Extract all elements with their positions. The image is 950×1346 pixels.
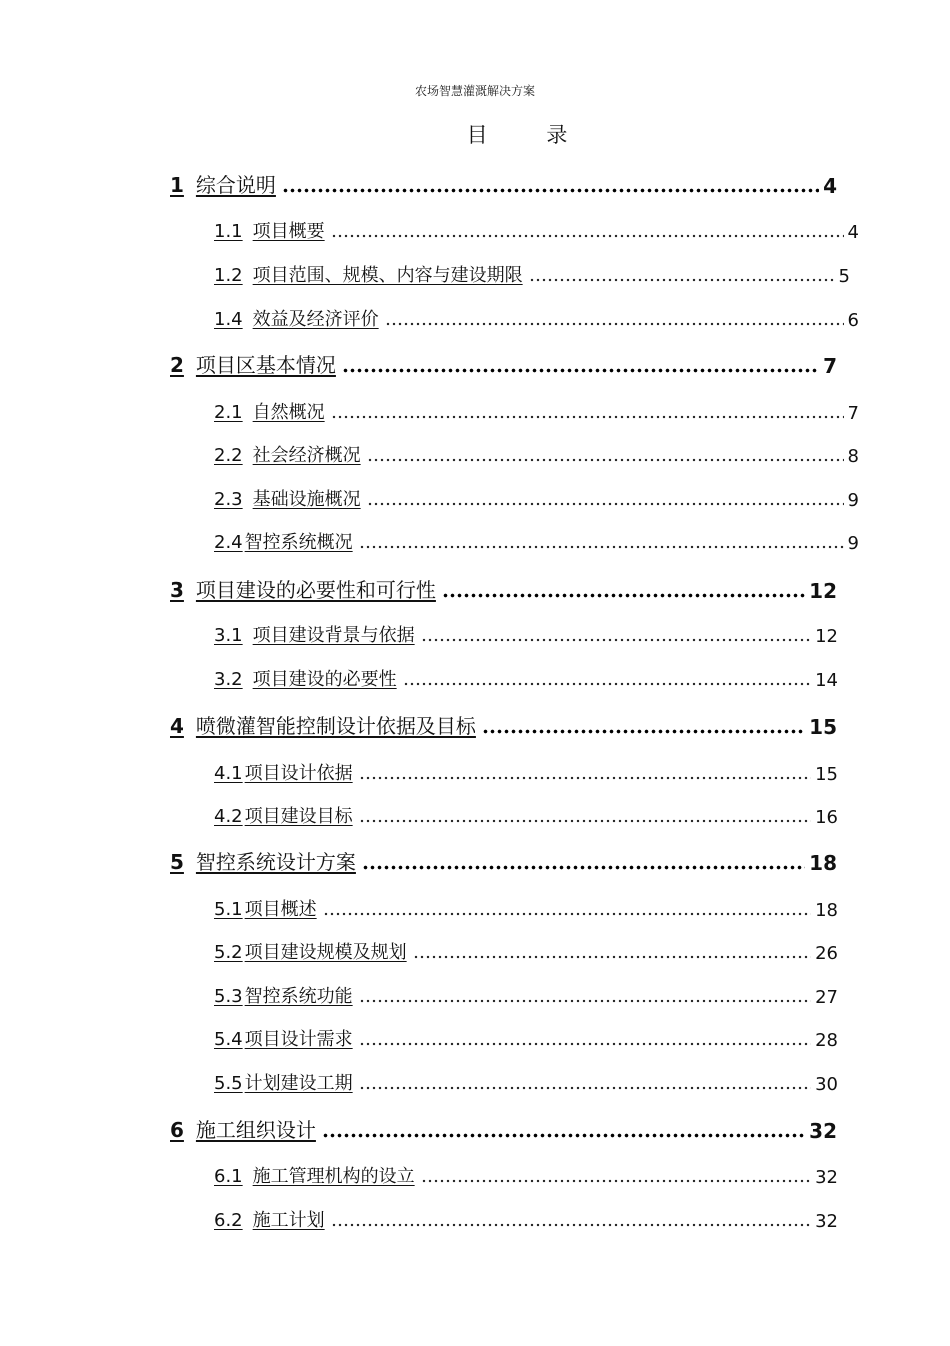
dot-leader: [413, 948, 811, 960]
toc-entry-5-4[interactable]: [214, 1025, 838, 1051]
toc-page-number: 15: [809, 715, 837, 739]
dot-leader: [362, 859, 805, 871]
dot-leader: [367, 451, 844, 463]
toc-entry-label: 1.4 效益及经济评价: [214, 309, 379, 330]
toc-entry-2-2[interactable]: [214, 441, 859, 467]
toc-entry-5-5[interactable]: [214, 1069, 838, 1095]
toc-page-number: 26: [815, 943, 838, 964]
toc-page-number: 12: [815, 626, 838, 647]
dot-leader: [385, 315, 844, 327]
toc-entry-2-4[interactable]: [214, 528, 859, 554]
dot-leader: [342, 362, 819, 374]
toc-page-number: 28: [815, 1030, 838, 1051]
toc-page-number: 4: [847, 222, 859, 243]
dot-leader: [359, 1035, 811, 1047]
dot-leader: [323, 905, 811, 917]
toc-page-number: 18: [815, 900, 838, 921]
toc-entry-chapter-1[interactable]: [170, 168, 837, 198]
toc-page-number: 15: [815, 764, 838, 785]
toc-page-number: 14: [815, 670, 838, 691]
toc-entry-chapter-6[interactable]: [170, 1113, 837, 1143]
toc-page-number: 30: [815, 1074, 838, 1095]
toc-entry-chapter-3[interactable]: [170, 573, 837, 603]
toc-page-number: 9: [847, 490, 859, 511]
toc-entry-6-1[interactable]: [214, 1162, 838, 1188]
dot-leader: [322, 1127, 805, 1139]
toc-entry-4-1[interactable]: [214, 759, 838, 785]
toc-entry-chapter-2[interactable]: [170, 348, 837, 378]
toc-page-number: 4: [823, 174, 837, 198]
toc-page-number: 6: [847, 310, 859, 331]
toc-entry-3-1[interactable]: [214, 621, 838, 647]
toc-entry-1-4[interactable]: [214, 305, 859, 331]
dot-leader: [403, 675, 811, 687]
toc-entry-label: 4.2 项目建设目标: [214, 806, 353, 827]
dot-leader: [359, 538, 844, 550]
toc-entry-label: 6.1 施工管理机构的设立: [214, 1166, 415, 1187]
toc-entry-1-1[interactable]: [214, 217, 859, 243]
toc-entry-label: 5.3 智控系统功能: [214, 986, 353, 1007]
toc-page-number: 5: [838, 266, 850, 287]
toc-page-number: 18: [809, 851, 837, 875]
dot-leader: [359, 992, 811, 1004]
toc-page-number: 16: [815, 807, 838, 828]
toc-entry-5-3[interactable]: [214, 982, 838, 1008]
toc-page-number: 32: [815, 1211, 838, 1232]
toc-page-number: 32: [809, 1119, 837, 1143]
toc-entry-chapter-4[interactable]: [170, 709, 837, 739]
dot-leader: [529, 271, 835, 283]
toc-entry-label: 2.1 自然概况: [214, 402, 325, 423]
dot-leader: [282, 182, 819, 194]
toc-entry-label: 5.1 项目概述: [214, 899, 317, 920]
toc-entry-chapter-5[interactable]: [170, 845, 837, 875]
toc-entry-label: 5.2 项目建设规模及规划: [214, 942, 407, 963]
toc-page-number: 9: [847, 533, 859, 554]
toc-page-number: 7: [847, 403, 859, 424]
toc-entry-label: 3.1 项目建设背景与依据: [214, 625, 415, 646]
toc-entry-6-2[interactable]: [214, 1206, 838, 1232]
toc-entry-label: 2.2 社会经济概况: [214, 445, 361, 466]
toc-entry-label: 6 施工组织设计: [170, 1118, 316, 1142]
toc-page-number: 32: [815, 1167, 838, 1188]
toc-page-number: 27: [815, 987, 838, 1008]
toc-entry-2-3[interactable]: [214, 485, 859, 511]
toc-entry-label: 1.1 项目概要: [214, 221, 325, 242]
dot-leader: [331, 227, 844, 239]
toc-entry-label: 1 综合说明: [170, 173, 276, 197]
toc-entry-label: 3.2 项目建设的必要性: [214, 669, 397, 690]
toc-title: 目 录: [466, 123, 594, 147]
toc-entry-label: 5.4 项目设计需求: [214, 1029, 353, 1050]
dot-leader: [482, 723, 805, 735]
dot-leader: [442, 587, 805, 599]
toc-entry-label: 2.3 基础设施概况: [214, 489, 361, 510]
toc-entry-label: 6.2 施工计划: [214, 1210, 325, 1231]
toc-page-number: 8: [847, 446, 859, 467]
toc-entry-label: 2 项目区基本情况: [170, 353, 336, 377]
toc-entry-5-1[interactable]: [214, 895, 838, 921]
toc-entry-label: 3 项目建设的必要性和可行性: [170, 578, 436, 602]
toc-entry-1-2[interactable]: [214, 261, 850, 287]
running-header: 农场智慧灌溉解决方案: [414, 84, 535, 98]
dot-leader: [359, 812, 811, 824]
dot-leader: [359, 769, 811, 781]
toc-entry-4-2[interactable]: [214, 802, 838, 828]
toc-entry-label: 5.5 计划建设工期: [214, 1073, 353, 1094]
toc-entry-label: 5 智控系统设计方案: [170, 850, 356, 874]
dot-leader: [367, 495, 844, 507]
toc-page-number: 12: [809, 579, 837, 603]
toc-entry-label: 4 喷微灌智能控制设计依据及目标: [170, 714, 476, 738]
toc-entry-label: 1.2 项目范围、规模、内容与建设期限: [214, 265, 523, 286]
dot-leader: [421, 631, 811, 643]
dot-leader: [331, 1216, 811, 1228]
dot-leader: [331, 408, 844, 420]
toc-entry-label: 2.4 智控系统概况: [214, 532, 353, 553]
dot-leader: [359, 1079, 811, 1091]
toc-entry-3-2[interactable]: [214, 665, 838, 691]
toc-page-number: 7: [823, 354, 837, 378]
toc-entry-5-2[interactable]: [214, 938, 838, 964]
toc-entry-label: 4.1 项目设计依据: [214, 763, 353, 784]
toc-entry-2-1[interactable]: [214, 398, 859, 424]
dot-leader: [421, 1172, 811, 1184]
